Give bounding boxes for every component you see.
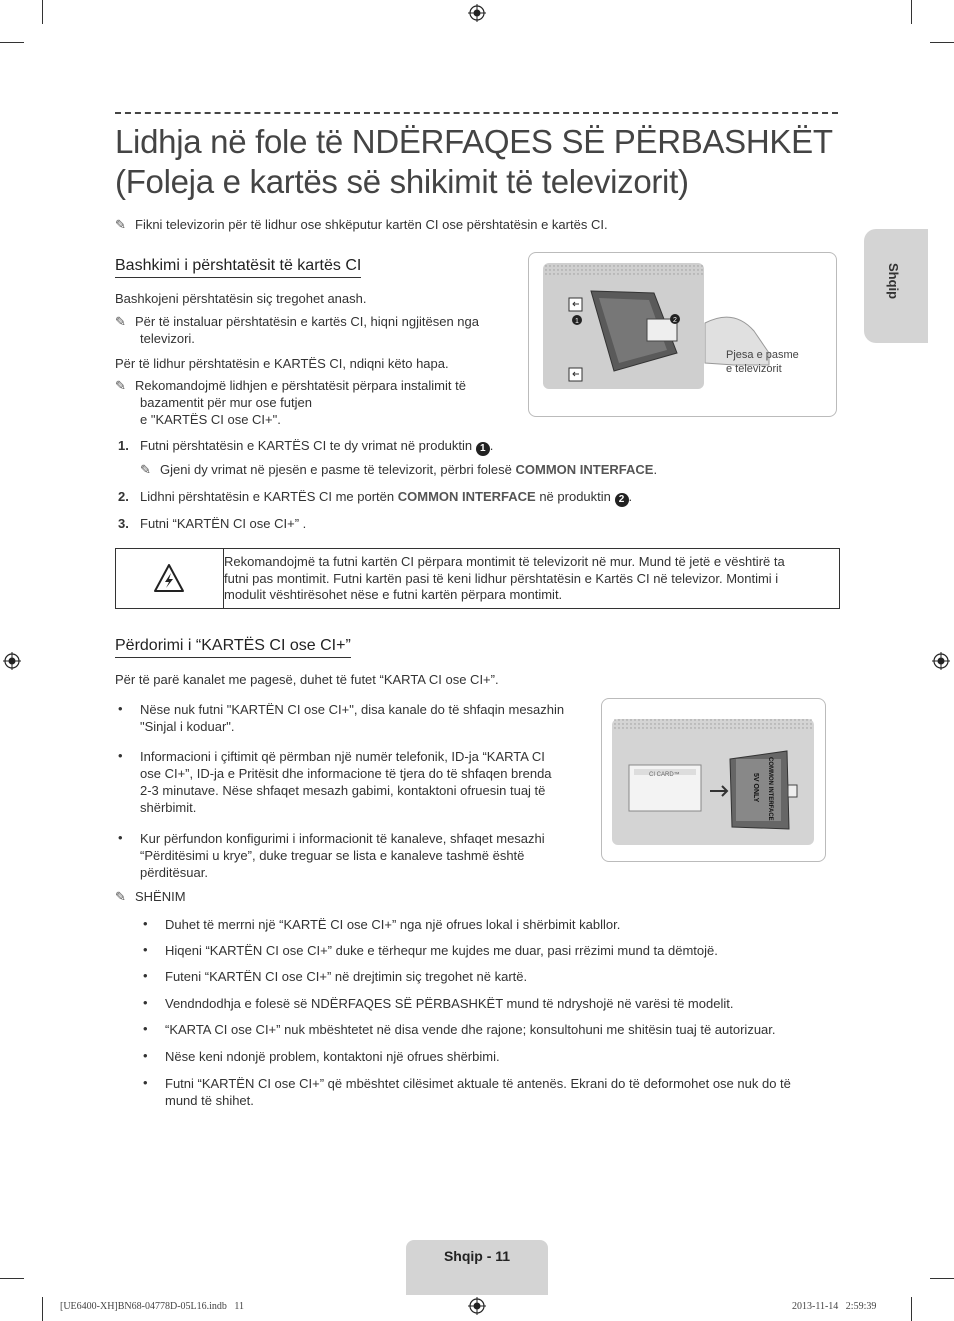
language-side-tab: [864, 229, 928, 343]
step-text: në produktin: [539, 489, 611, 504]
note-pencil-icon: ✎: [115, 378, 126, 393]
ci-bullet-1: [140, 701, 564, 735]
note-pencil-icon: ✎: [115, 889, 126, 904]
bullet-line: "Sinjal i koduar".: [140, 719, 235, 734]
registration-mark-icon: [468, 1297, 486, 1315]
common-interface-label: COMMON INTERFACE: [515, 462, 654, 477]
step-3: [118, 515, 307, 532]
crop-mark: [42, 0, 43, 24]
ci-card-illustration: [602, 699, 825, 861]
step-number: 1.: [118, 438, 129, 453]
notes-label-text: SHËNIM: [135, 889, 186, 904]
bullet-icon: •: [143, 968, 148, 983]
recommend-note: [115, 377, 466, 428]
module-voltage-label: 5V ONLY: [752, 773, 759, 803]
note-item: Vendndodhja e folesë së NDËRFAQES SË PËRBASHKËT mund të ndryshojë në varësi të modelit.: [165, 996, 734, 1011]
warning-box: [115, 548, 840, 609]
step-3-text: Futni “KARTËN CI ose CI+” .: [140, 516, 307, 531]
ci-card-label: CI CARD™: [649, 772, 680, 778]
bullet-icon: •: [143, 1075, 148, 1090]
crop-mark: [911, 0, 912, 24]
step-end: .: [489, 438, 494, 453]
note-pencil-icon: ✎: [115, 314, 126, 329]
page-number: Shqip - 11: [443, 1248, 511, 1264]
note-item: “KARTA CI ose CI+” nuk mbështetet në disa vende dhe rajone; konsultohuni me shitësin tuaj të autorizuar.: [165, 1022, 776, 1037]
section-heading-adapter: Bashkimi i përshtatësit të kartës CI: [115, 257, 361, 278]
note-item: Nëse keni ndonjë problem, kontaktoni një ofrues shërbimi.: [165, 1049, 500, 1064]
section-heading-ci-card: Përdorimi i “KARTËS CI ose CI+”: [115, 637, 351, 658]
bullet-icon: •: [143, 1048, 148, 1063]
step-1: [118, 437, 494, 454]
note-item: Duhet të merrni një “KARTË CI ose CI+” nga një ofrues lokal i shërbimit kabllor.: [165, 917, 621, 932]
ci-card-figure: [601, 698, 826, 862]
figure-caption-line: Pjesa e pasme: [726, 349, 799, 361]
tv-back-figure: [528, 252, 837, 417]
recommend-note-line: e "KARTËS CI ose CI+".: [140, 412, 281, 427]
bullet-icon: •: [143, 942, 148, 957]
recommend-note-line: Rekomandojmë lidhjen e përshtatësit përpara instalimit të: [135, 378, 466, 393]
bullet-line: ose CI+”, ID-ja e Pritësit dhe informacione të tjera do të shfaqen brenda: [140, 766, 552, 781]
marker-1-icon: 1: [476, 442, 490, 456]
crop-mark: [0, 1278, 24, 1279]
crop-mark: [0, 42, 24, 43]
figure-caption: [726, 348, 799, 376]
crop-mark: [911, 1297, 912, 1321]
bullet-line: Informacioni i çiftimit që përmban një numër telefonik, ID-ja “KARTA CI: [140, 749, 545, 764]
step-text: Lidhni përshtatësin e KARTËS CI me portën: [140, 489, 395, 504]
bullet-line: përditësuar.: [140, 865, 208, 880]
bullet-line: “Përditësimi u krye”, duke treguar se lista e kanaleve tashmë është: [140, 848, 525, 863]
crop-mark: [930, 42, 954, 43]
common-interface-label: COMMON INTERFACE: [397, 489, 536, 504]
warning-line: Rekomandojmë ta futni kartën CI përpara montimit të televizorit në mur. Mund të jetë e vështirë ta: [224, 554, 785, 569]
bullet-line: Nëse nuk futni "KARTËN CI ose CI+", disa kanale do të shfaqin mesazhin: [140, 702, 565, 717]
step-1-text: [140, 437, 493, 456]
warning-line: modulit vështirësohet nëse e futni kartën përpara montimit.: [224, 587, 563, 602]
page-title: [115, 122, 833, 202]
note-pencil-icon: ✎: [140, 462, 151, 477]
warning-text: [224, 554, 785, 604]
ci-card-intro: Për të parë kanalet me pagesë, duhet të futet “KARTA CI ose CI+”.: [115, 672, 499, 687]
bullet-icon: •: [143, 1021, 148, 1036]
marker-2-icon: 2: [615, 493, 629, 507]
bullet-icon: •: [143, 916, 148, 931]
note-item: Futeni “KARTËN CI ose CI+” në drejtimin siç tregohet në kartë.: [165, 969, 528, 984]
crop-mark: [42, 1297, 43, 1321]
ci-bullet-2: [140, 748, 552, 816]
note-line: Futni “KARTËN CI ose CI+” që mbështet cilësimet aktuale të antenës. Ekrani do të deformohet ose nuk do të: [165, 1076, 791, 1091]
warning-icon: [153, 563, 185, 593]
page-title-line2: (Foleja e kartës së shikimit të televizorit): [115, 163, 689, 200]
bullet-line: Kur përfundon konfigurimi i informacionit të kanaleve, shfaqet mesazhi: [140, 831, 545, 846]
tv-back-illustration: [529, 253, 836, 416]
recommend-note-line: bazamentit për mur ose futjen: [140, 395, 312, 410]
ci-bullet-3: [140, 830, 545, 881]
svg-text:1: 1: [575, 318, 579, 325]
install-note-line: televizori.: [140, 331, 195, 346]
step-2: [118, 488, 633, 505]
step-end: .: [628, 489, 633, 504]
step-end: .: [653, 462, 658, 477]
bullet-icon: •: [143, 995, 148, 1010]
intro-note-text: Fikni televizorin për të lidhur ose shkëputur kartën CI ose përshtatësin e kartës CI.: [135, 217, 608, 232]
bullet-icon: •: [118, 701, 123, 716]
page-title-line1: Lidhja në fole të NDËRFAQES SË PËRBASHKËT: [115, 123, 833, 160]
step-2-text: [140, 488, 632, 507]
step-number: 3.: [118, 516, 129, 531]
adapter-paragraph: Bashkojeni përshtatësin siç tregohet anash.: [115, 291, 367, 306]
side-tab-label: Shqip: [886, 263, 901, 300]
notes-label: [115, 888, 186, 905]
crop-mark: [930, 1278, 954, 1279]
module-label: COMMON INTERFACE: [767, 757, 773, 821]
step-text: Futni përshtatësin e KARTËS CI te dy vrimat në produktin: [140, 438, 473, 453]
note-item: Hiqeni “KARTËN CI ose CI+” duke e tërhequr me kujdes me duar, pasi rrëzimi mund ta dëmtojë.: [165, 943, 718, 958]
warning-line: futni pas montimit. Futni kartën pasi të keni lidhur përshtatësin e Kartës CI në televizor. Montimi i: [224, 570, 779, 586]
svg-text:2: 2: [673, 317, 677, 324]
figure-caption-line: e televizorit: [726, 363, 782, 375]
print-file-info: [UE6400-XH]BN68-04778D-05L16.indb 11: [60, 1301, 245, 1312]
page-footer: [406, 1240, 548, 1295]
title-rule: [115, 112, 838, 114]
note-line: mund të shihet.: [165, 1093, 254, 1108]
step-number: 2.: [118, 489, 129, 504]
bullet-line: shërbimit.: [140, 800, 197, 815]
registration-mark-icon: [3, 652, 21, 670]
step-note-text: Gjeni dy vrimat në pjesën e pasme të televizorit, përbri folesë: [160, 462, 512, 477]
intro-note: [115, 216, 608, 233]
print-timestamp: 2013-11-14 2:59:39: [792, 1301, 877, 1312]
bullet-icon: •: [118, 748, 123, 763]
steps-intro: Për të lidhur përshtatësin e KARTËS CI, ndiqni këto hapa.: [115, 356, 449, 371]
registration-mark-icon: [932, 652, 950, 670]
note-item-last: [165, 1075, 791, 1109]
registration-mark-icon: [468, 4, 486, 22]
install-note-line: Për të instaluar përshtatësin e kartës CI, hiqni ngjitësen nga: [135, 314, 479, 329]
install-note: [115, 313, 479, 347]
step-1-note: [140, 461, 657, 478]
bullet-icon: •: [118, 830, 123, 845]
note-pencil-icon: ✎: [115, 217, 126, 232]
bullet-line: 2-3 minutave. Nëse shfaqet mesazh gabimi, kontaktoni ofruesin tuaj të: [140, 783, 546, 798]
